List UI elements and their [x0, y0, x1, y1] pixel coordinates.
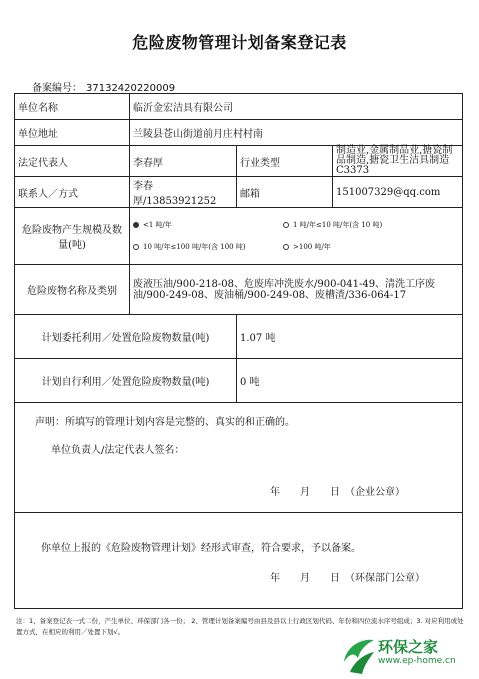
- waste-label: 危险废物名称及类别: [15, 265, 130, 315]
- approval-statement: 你单位上报的《危险废物管理计划》经形式审查，符合要求，予以备案。: [41, 543, 361, 554]
- scale-option-list: [133, 214, 459, 258]
- document-title: 危险废物管理计划备案登记表: [132, 33, 347, 52]
- scale-option-4[interactable]: >100 吨/年: [283, 236, 433, 258]
- radio-icon: [133, 222, 139, 228]
- industry-label: 行业类型: [237, 146, 333, 177]
- declaration-date-seal: 年 月 日 （企业公章）: [270, 487, 405, 498]
- scale-options: [130, 208, 463, 265]
- record-number: [32, 79, 179, 94]
- industry-value: 制造业,金属制品业,搪瓷制品制造,搪瓷卫生洁具制造 C3373: [333, 146, 463, 177]
- legal-rep-value: 李春厚: [130, 146, 237, 177]
- contact-value: 李春厚/13853921252: [130, 177, 237, 208]
- radio-icon: [283, 244, 289, 250]
- waste-value: 废液压油/900-218-08、危废库冲洗废水/900-041-49、清洗工序废油/900-249-08、废油桶/900-249-08、废槽渣/336-064-17: [130, 265, 463, 315]
- radio-icon: [283, 222, 289, 228]
- footnotes: 注：1、备案登记表一式二份，产生单位、环保部门各一份； 2、管理计划备案编号由县及县以上行政区划代码、年份和四位流水序号组成；3. 对应利用或处置方式，在相应的利用／处置下划√。: [16, 617, 464, 636]
- contact-label: 联系人／方式: [15, 177, 130, 208]
- declaration-section: [15, 403, 463, 513]
- unit-address-value: 兰陵县苍山街道前月庄村村南: [130, 120, 463, 146]
- unit-address-label: 单位地址: [15, 120, 130, 146]
- approval-date-seal: 年 月 日 （环保部门公章）: [270, 573, 425, 584]
- declaration-signature: 单位负责人/法定代表人签名：: [51, 445, 185, 456]
- legal-rep-label: 法定代表人: [15, 146, 130, 177]
- radio-icon: [133, 244, 139, 250]
- email-value: 151007329@qq.com: [333, 177, 463, 208]
- scale-option-3[interactable]: 10 吨/年≤100 吨/年(含 100 吨): [133, 236, 283, 258]
- record-number-label: 备案编号：: [32, 83, 82, 94]
- unit-name-label: 单位名称: [15, 94, 130, 120]
- registration-form-table: [14, 93, 463, 609]
- scale-label: 危险废物产生规模及数量(吨): [15, 208, 130, 265]
- watermark-url: www.ep-home.cn: [378, 656, 456, 666]
- self-label: 计划自行利用／处置危险废物数量(吨): [15, 359, 237, 403]
- unit-name-value: 临沂金宏洁具有限公司: [130, 94, 463, 120]
- record-number-value: 37132420220009: [86, 83, 176, 94]
- entrusted-value: 1.07 吨: [237, 315, 463, 359]
- watermark-brand: 环保之家: [378, 638, 439, 656]
- declaration-statement: 声明：所填写的管理计划内容是完整的、真实的和正确的。: [35, 417, 295, 428]
- entrusted-label: 计划委托利用／处置危险废物数量(吨): [15, 315, 237, 359]
- approval-section: [15, 513, 463, 609]
- self-value: 0 吨: [237, 359, 463, 403]
- email-label: 邮箱: [237, 177, 333, 208]
- scale-option-1[interactable]: <1 吨/年: [133, 214, 283, 236]
- scale-option-2[interactable]: 1 吨/年≤10 吨/年(含 10 吨): [283, 214, 433, 236]
